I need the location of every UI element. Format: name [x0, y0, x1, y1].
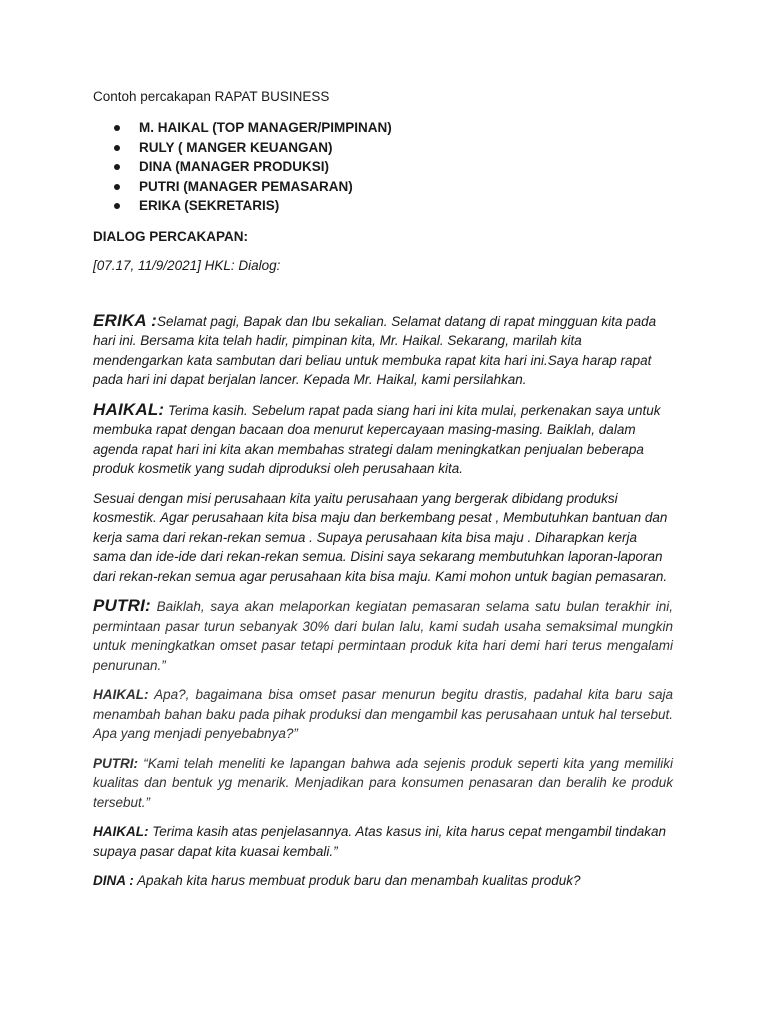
speaker-label: HAIKAL: [93, 824, 149, 839]
dialog-text: Baiklah, saya akan melaporkan kegiatan pemasaran selama satu bulan terakhir ini, permintaan pasar turun sebanyak 30% dari bulan lalu, kami sudah usaha semaksimal mungkin untuk meningkatkan omset pasar tetapi permintaan produk kita hari demi hari terus mengalami penurunan.” [93, 599, 673, 673]
dialog-heading: DIALOG PERCAKAPAN: [93, 228, 248, 244]
bullet-icon [114, 145, 120, 151]
speaker-label: HAIKAL: [93, 687, 149, 702]
dialog-text: “Kami telah meneliti ke lapangan bahwa ada sejenis produk seperti kita yang memiliki kualitas dan bentuk yg menarik. Menjadikan para konsumen penasaran dan beralih ke produk tersebut.” [93, 755, 673, 810]
list-item [93, 157, 673, 177]
dialog-text: Terima kasih. Sebelum rapat pada siang hari ini kita mulai, perkenakan saya untuk membuka rapat dengan bacaan doa menurut kepercayaan masing-masing. Baiklah, dalam agenda rapat hari ini kita akan membahas strategi dalam meningkatkan penjualan beberapa produk kosmetik yang sudah diproduksi oleh perusahaan kita. [93, 402, 661, 476]
dialog-paragraph [93, 685, 673, 744]
speaker-label: PUTRI: [93, 755, 138, 771]
dialog-text: Apakah kita harus membuat produk baru dan menambah kualitas produk? [133, 873, 581, 888]
participant-name: PUTRI (MANAGER PEMASARAN) [139, 178, 353, 194]
speaker-label: DINA : [93, 873, 134, 888]
participant-name: DINA (MANAGER PRODUKSI) [139, 159, 329, 174]
speaker-label: ERIKA : [93, 310, 158, 330]
dialog-paragraph [93, 596, 673, 675]
dialog-paragraph [93, 311, 673, 390]
dialog-text: Selamat pagi, Bapak dan Ibu sekalian. Selamat datang di rapat mingguan kita pada hari ini. Bersama kita telah hadir, pimpinan kita, Mr. Haikal. Sekarang, marilah kita mendengarkan kata sambutan dari beliau untuk membuka rapat kita hari ini.Saya harap rapat pada hari ini dapat berjalan lancer. Kepada Mr. Haikal, kami persilahkan. [93, 313, 657, 387]
dialog-paragraph [93, 822, 673, 861]
bullet-icon [114, 125, 120, 131]
list-item [93, 177, 673, 197]
list-item [93, 138, 673, 158]
participant-name: M. HAIKAL (TOP MANAGER/PIMPINAN) [139, 120, 392, 135]
speaker-label: HAIKAL: [93, 399, 165, 419]
bullet-icon [114, 203, 120, 209]
bullet-icon [114, 164, 120, 170]
speaker-label: PUTRI: [93, 596, 151, 615]
dialog-text: Sesuai dengan misi perusahaan kita yaitu perusahaan yang bergerak dibidang produksi kosmestik. Agar perusahaan kita bisa maju dan berkembang pesat , Membutuhkan bantuan dan kerja sama dari rekan-rekan semua . Supaya perusahaan kita bisa maju . Diharapkan kerja sama dan ide-ide dari rekan-rekan semua. Disini saya sekarang membutuhkan laporan-laporan dari rekan-rekan semua agar perusahaan kita bisa maju. Kami mohon untuk bagian pemasaran. [93, 490, 668, 584]
list-item [93, 118, 673, 138]
participant-list [93, 118, 673, 216]
bullet-icon [114, 184, 120, 190]
dialog-paragraph [93, 400, 673, 479]
dialog-timestamp: [07.17, 11/9/2021] HKL: Dialog: [93, 257, 281, 273]
document-title: Contoh percakapan RAPAT BUSINESS [93, 89, 330, 104]
dialog-text: Terima kasih atas penjelasannya. Atas kasus ini, kita harus cepat mengambil tindakan supaya pasar dapat kita kuasai kembali.” [93, 824, 667, 859]
dialog-text: Apa?, bagaimana bisa omset pasar menurun begitu drastis, padahal kita baru saja menambah bahan baku pada pihak produksi dan mengambil kas perusahaan untuk hal tersebut. Apa yang menjadi penyebabnya?” [93, 687, 673, 741]
participant-name: ERIKA (SEKRETARIS) [139, 198, 280, 213]
document-page [93, 88, 673, 901]
dialog-paragraph [93, 489, 673, 587]
list-item [93, 196, 673, 216]
participant-name: RULY ( MANGER KEUANGAN) [139, 139, 333, 155]
dialog-paragraph [93, 754, 673, 813]
dialog-paragraph [93, 871, 673, 891]
